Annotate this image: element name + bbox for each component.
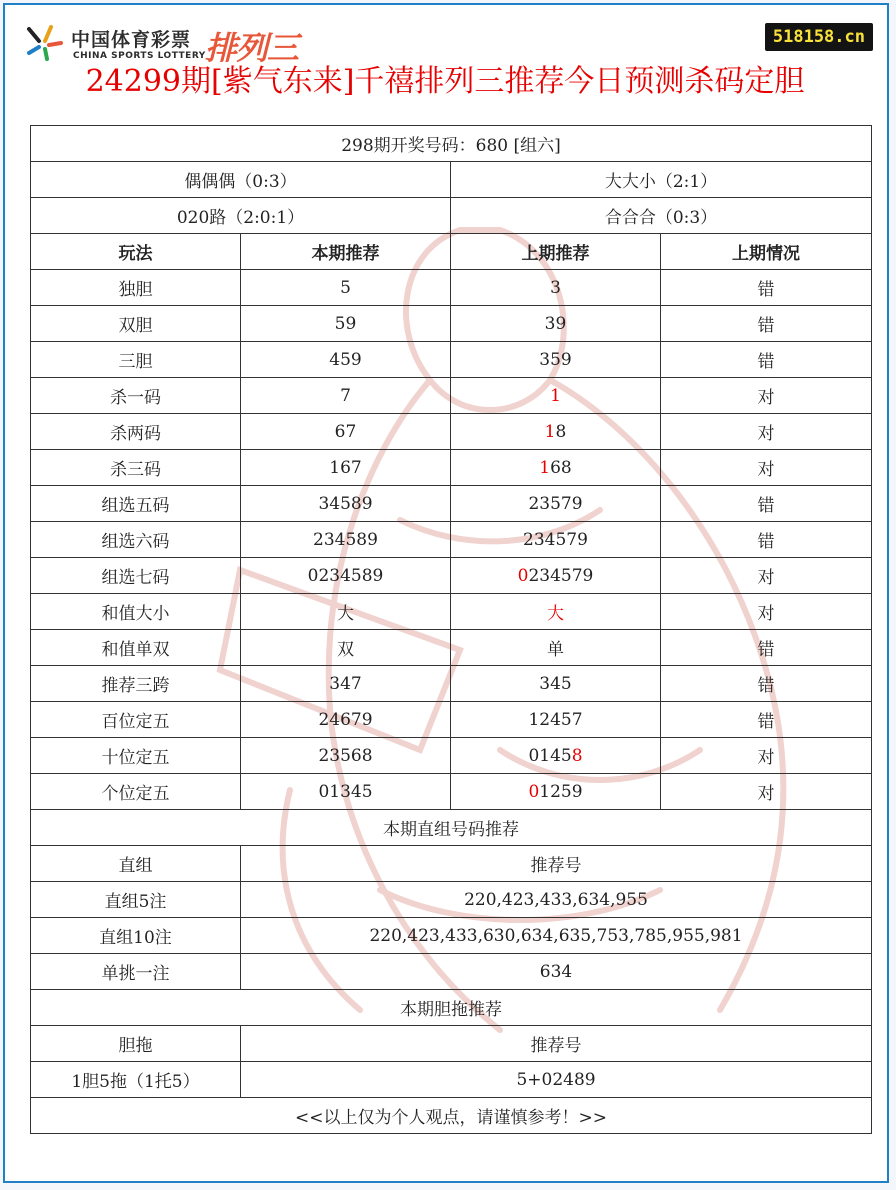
direct-column-value: 推荐号 bbox=[241, 846, 872, 882]
column-header-current: 本期推荐 bbox=[241, 234, 451, 270]
result-cell: 错 bbox=[661, 270, 872, 306]
table-row bbox=[31, 954, 872, 990]
column-header-result: 上期情况 bbox=[661, 234, 872, 270]
current-pick-cell: 01345 bbox=[241, 774, 451, 810]
prev-pick-digits: 1259 bbox=[539, 781, 583, 802]
table-row bbox=[31, 270, 872, 306]
table-row bbox=[31, 774, 872, 810]
prev-pick-cell bbox=[451, 378, 661, 414]
drag-column-label: 胆拖 bbox=[31, 1026, 241, 1062]
current-pick-cell: 7 bbox=[241, 378, 451, 414]
result-cell: 错 bbox=[661, 666, 872, 702]
play-cell: 十位定五 bbox=[31, 738, 241, 774]
current-pick-cell: 67 bbox=[241, 414, 451, 450]
prev-pick-cell bbox=[451, 666, 661, 702]
prev-pick-digits: 0145 bbox=[528, 745, 572, 766]
table-row bbox=[31, 666, 872, 702]
column-header-play: 玩法 bbox=[31, 234, 241, 270]
play-cell: 个位定五 bbox=[31, 774, 241, 810]
prev-pick-cell bbox=[451, 702, 661, 738]
play-cell: 组选五码 bbox=[31, 486, 241, 522]
table-row bbox=[31, 630, 872, 666]
result-cell: 错 bbox=[661, 522, 872, 558]
result-cell: 对 bbox=[661, 594, 872, 630]
direct-label-cell: 单挑一注 bbox=[31, 954, 241, 990]
drag-column-value: 推荐号 bbox=[241, 1026, 872, 1062]
direct-column-label: 直组 bbox=[31, 846, 241, 882]
prev-pick-hit-digits: 8 bbox=[571, 745, 583, 766]
prev-pick-digits: 单 bbox=[547, 640, 564, 660]
prev-pick-digits: 39 bbox=[544, 313, 567, 334]
direct-value-cell: 220,423,433,630,634,635,753,785,955,981 bbox=[241, 918, 872, 954]
result-cell: 对 bbox=[661, 738, 872, 774]
result-cell: 对 bbox=[661, 774, 872, 810]
odd-even-cell: 偶偶偶（0:3） bbox=[31, 162, 451, 198]
result-cell: 对 bbox=[661, 414, 872, 450]
result-cell: 对 bbox=[661, 378, 872, 414]
forecast-table bbox=[30, 125, 872, 1134]
table-row bbox=[31, 450, 872, 486]
prev-pick-digits: 68 bbox=[550, 457, 572, 478]
direct-value-cell: 220,423,433,634,955 bbox=[241, 882, 872, 918]
prev-pick-cell bbox=[451, 306, 661, 342]
footer-note: <<以上仅为个人观点，请谨慎参考！>> bbox=[31, 1098, 872, 1134]
table-row bbox=[31, 522, 872, 558]
play-cell: 百位定五 bbox=[31, 702, 241, 738]
current-pick-cell: 34589 bbox=[241, 486, 451, 522]
current-pick-cell: 24679 bbox=[241, 702, 451, 738]
result-cell: 错 bbox=[661, 702, 872, 738]
logo-chinese-text: 中国体育彩票 bbox=[71, 29, 192, 51]
table-row bbox=[31, 342, 872, 378]
table-row bbox=[31, 702, 872, 738]
prev-pick-cell bbox=[451, 342, 661, 378]
current-pick-cell: 234589 bbox=[241, 522, 451, 558]
prev-pick-cell bbox=[451, 594, 661, 630]
play-cell: 和值单双 bbox=[31, 630, 241, 666]
prev-pick-digits: 8 bbox=[555, 421, 567, 442]
logo-english-text: CHINA SPORTS LOTTERY bbox=[73, 51, 206, 61]
logo-game-name: 排列三 bbox=[205, 29, 299, 67]
play-cell: 三胆 bbox=[31, 342, 241, 378]
table-row bbox=[31, 594, 872, 630]
drag-value-cell: 5+02489 bbox=[241, 1062, 872, 1098]
current-pick-cell: 167 bbox=[241, 450, 451, 486]
direct-label-cell: 直组10注 bbox=[31, 918, 241, 954]
drag-section-title: 本期胆拖推荐 bbox=[31, 990, 872, 1026]
site-badge[interactable]: 518158.cn bbox=[765, 23, 873, 51]
column-header-prev: 上期推荐 bbox=[451, 234, 661, 270]
play-cell: 和值大小 bbox=[31, 594, 241, 630]
current-pick-cell: 59 bbox=[241, 306, 451, 342]
table-row bbox=[31, 414, 872, 450]
prev-pick-digits: 12457 bbox=[528, 709, 583, 730]
prev-pick-hit-digits: 大 bbox=[547, 604, 564, 624]
prev-pick-digits: 234579 bbox=[528, 565, 594, 586]
prev-pick-hit-digits: 1 bbox=[539, 457, 551, 478]
prev-pick-cell bbox=[451, 522, 661, 558]
table-row bbox=[31, 882, 872, 918]
result-cell: 错 bbox=[661, 630, 872, 666]
prev-pick-hit-digits: 1 bbox=[550, 385, 561, 406]
result-cell: 错 bbox=[661, 486, 872, 522]
current-pick-cell: 大 bbox=[241, 594, 451, 630]
table-row bbox=[31, 378, 872, 414]
drag-label-cell: 1胆5拖（1托5） bbox=[31, 1062, 241, 1098]
prev-pick-cell bbox=[451, 270, 661, 306]
play-cell: 组选七码 bbox=[31, 558, 241, 594]
prev-pick-cell bbox=[451, 774, 661, 810]
current-pick-cell: 0234589 bbox=[241, 558, 451, 594]
page-title: 24299期[紫气东来]千禧排列三推荐今日预测杀码定胆 bbox=[85, 64, 805, 99]
play-cell: 杀一码 bbox=[31, 378, 241, 414]
prime-composite-cell: 合合合（0:3） bbox=[451, 198, 872, 234]
prev-pick-digits: 3 bbox=[550, 277, 561, 298]
prev-pick-hit-digits: 0 bbox=[517, 565, 529, 586]
table-row bbox=[31, 306, 872, 342]
prev-pick-hit-digits: 1 bbox=[544, 421, 556, 442]
direct-value-cell: 634 bbox=[241, 954, 872, 990]
prev-pick-digits: 345 bbox=[539, 673, 572, 694]
prev-pick-digits: 359 bbox=[539, 349, 572, 370]
current-pick-cell: 5 bbox=[241, 270, 451, 306]
last-draw-cell: 298期开奖号码：680 [组六] bbox=[31, 126, 872, 162]
prev-pick-cell bbox=[451, 414, 661, 450]
table-row bbox=[31, 738, 872, 774]
table-row bbox=[31, 918, 872, 954]
current-pick-cell: 23568 bbox=[241, 738, 451, 774]
road-cell: 020路（2:0:1） bbox=[31, 198, 451, 234]
table-row bbox=[31, 1062, 872, 1098]
current-pick-cell: 双 bbox=[241, 630, 451, 666]
big-small-cell: 大大小（2:1） bbox=[451, 162, 872, 198]
play-cell: 杀两码 bbox=[31, 414, 241, 450]
prev-pick-cell bbox=[451, 486, 661, 522]
result-cell: 错 bbox=[661, 342, 872, 378]
table-row bbox=[31, 558, 872, 594]
prev-pick-cell bbox=[451, 630, 661, 666]
play-cell: 双胆 bbox=[31, 306, 241, 342]
direct-label-cell: 直组5注 bbox=[31, 882, 241, 918]
current-pick-cell: 347 bbox=[241, 666, 451, 702]
result-cell: 对 bbox=[661, 558, 872, 594]
result-cell: 对 bbox=[661, 450, 872, 486]
prev-pick-hit-digits: 0 bbox=[528, 781, 540, 802]
play-cell: 杀三码 bbox=[31, 450, 241, 486]
table-row bbox=[31, 486, 872, 522]
prev-pick-digits: 23579 bbox=[528, 493, 583, 514]
play-cell: 推荐三跨 bbox=[31, 666, 241, 702]
play-cell: 组选六码 bbox=[31, 522, 241, 558]
result-cell: 错 bbox=[661, 306, 872, 342]
prev-pick-cell bbox=[451, 738, 661, 774]
direct-section-title: 本期直组号码推荐 bbox=[31, 810, 872, 846]
prev-pick-digits: 234579 bbox=[523, 529, 588, 550]
current-pick-cell: 459 bbox=[241, 342, 451, 378]
prev-pick-cell bbox=[451, 450, 661, 486]
play-cell: 独胆 bbox=[31, 270, 241, 306]
prev-pick-cell bbox=[451, 558, 661, 594]
